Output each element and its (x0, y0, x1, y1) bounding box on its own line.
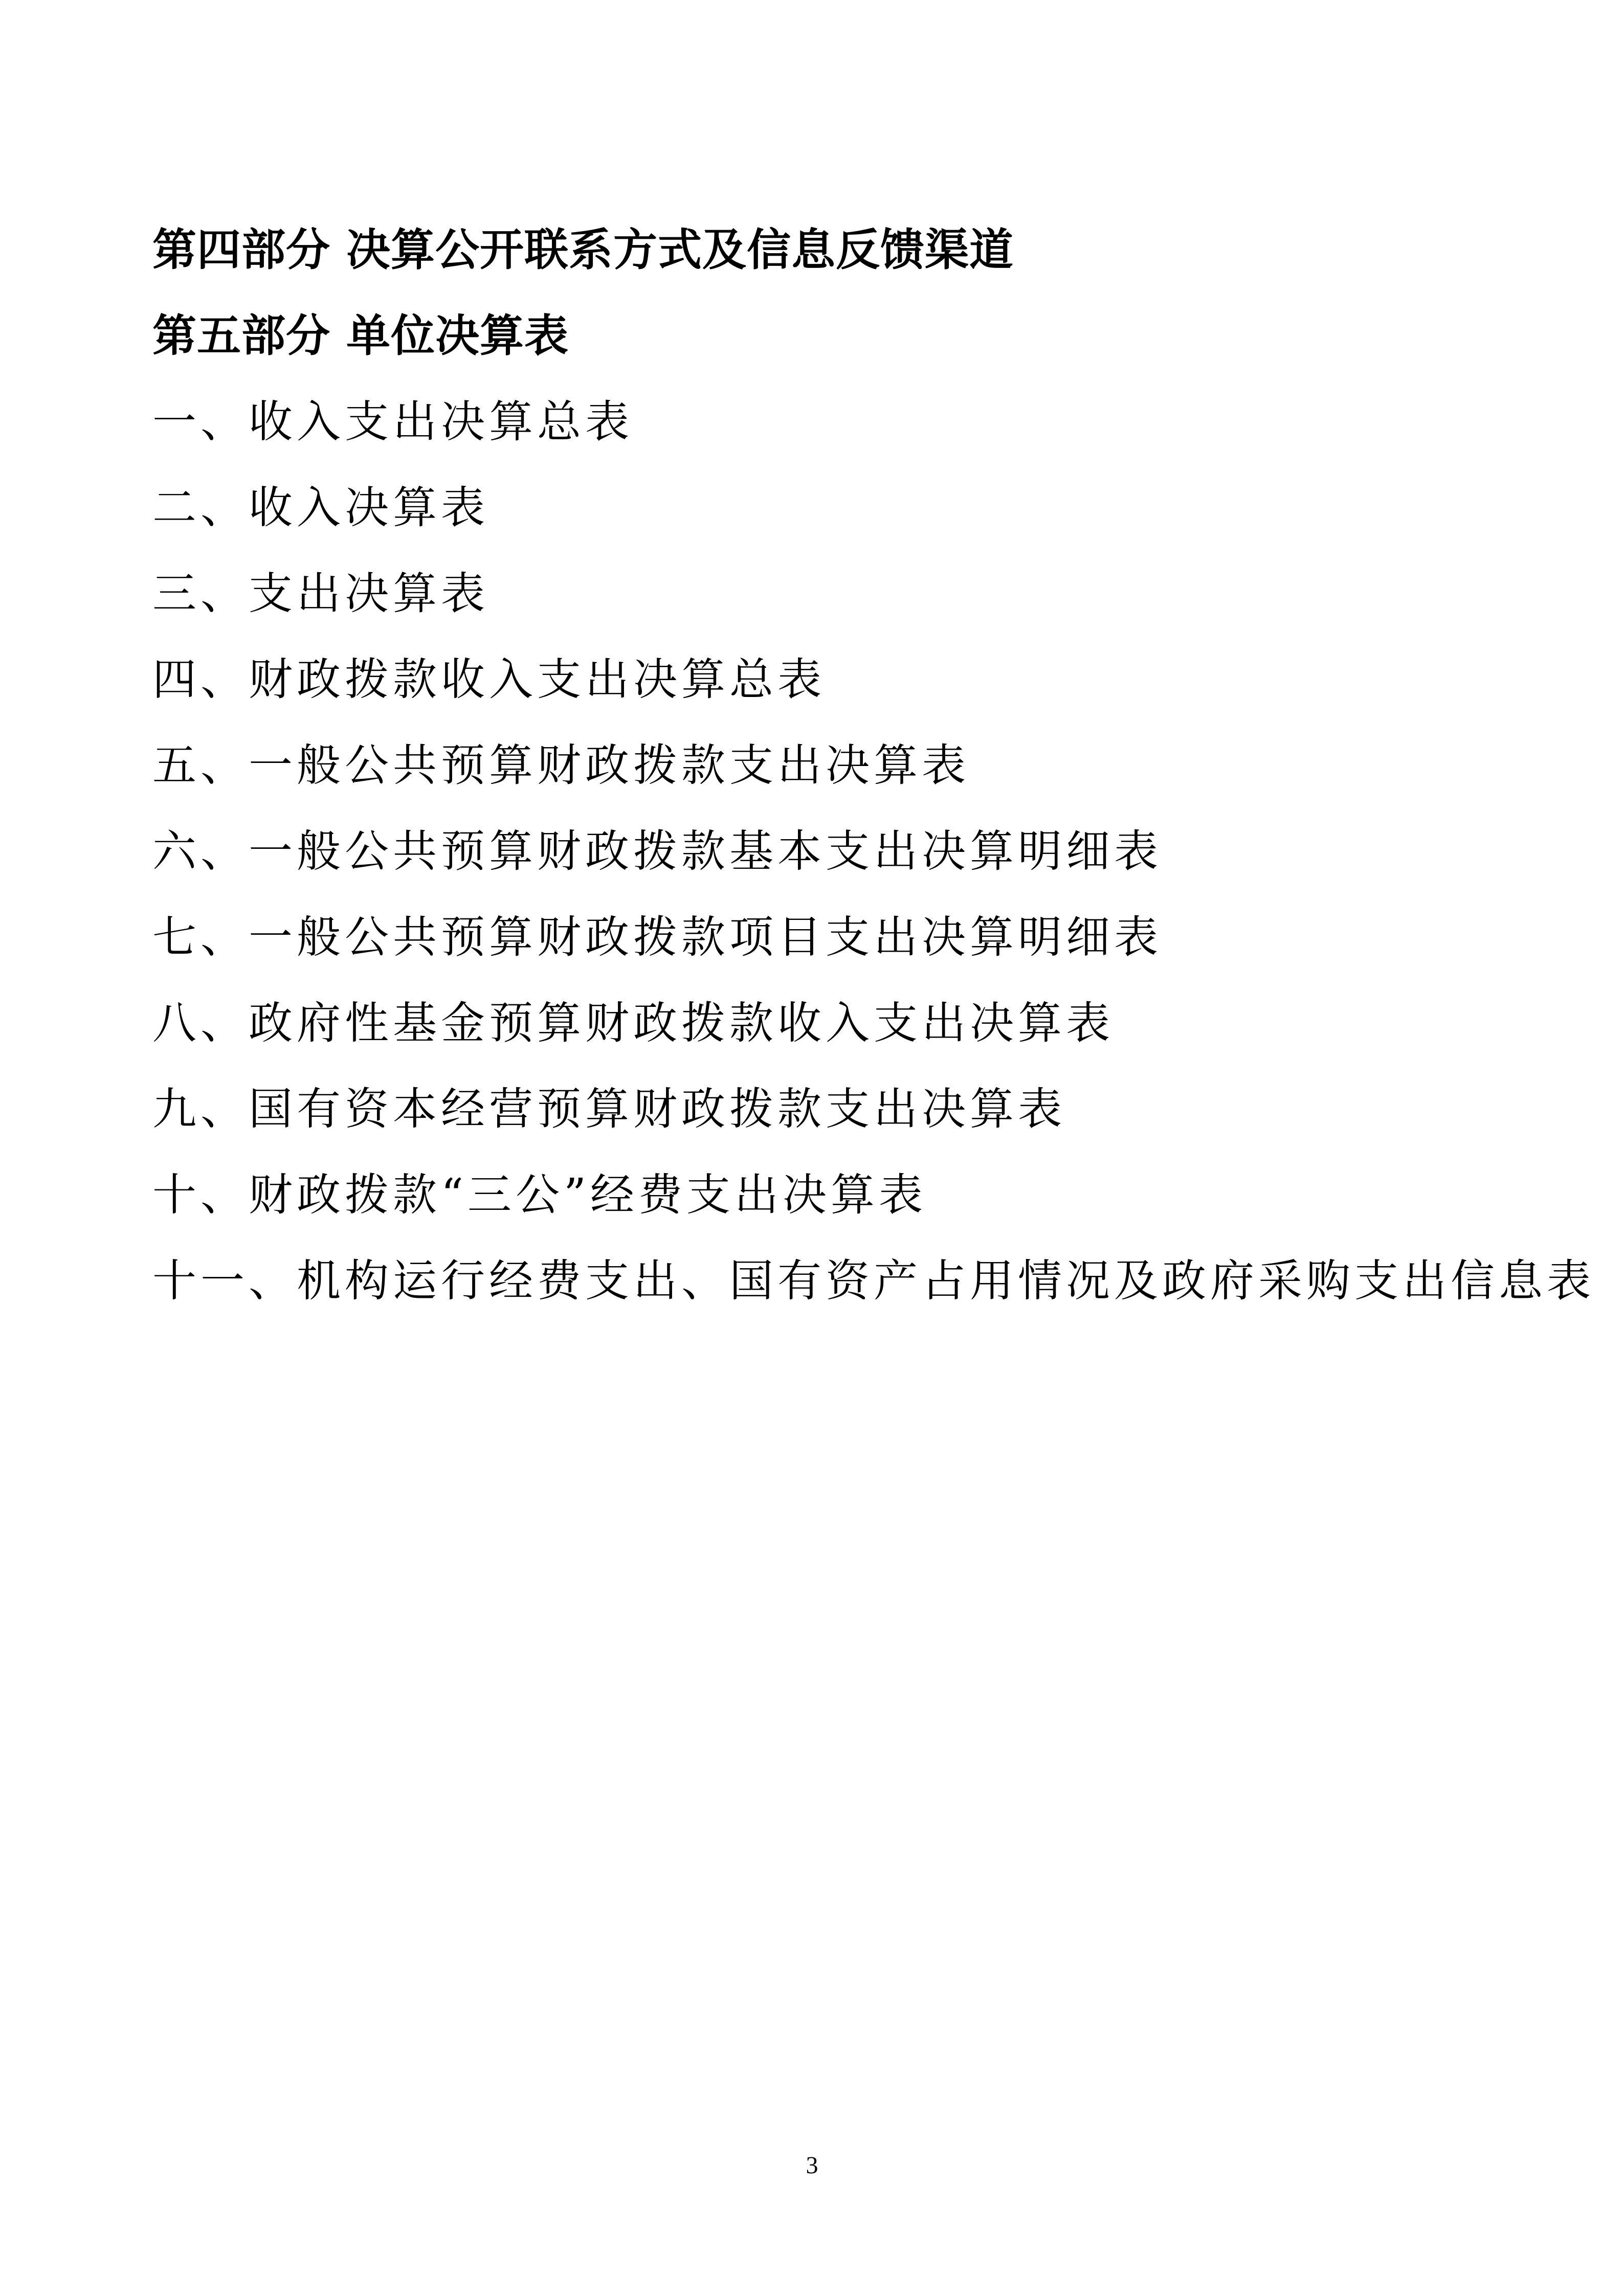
toc-item: 十一、机构运行经费支出、国有资产占用情况及政府采购支出信息表 (152, 1255, 1595, 1307)
toc-item: 三、支出决算表 (152, 568, 489, 619)
toc-item: 一、收入支出决算总表 (152, 396, 633, 447)
toc-item: 七、一般公共预算财政拨款项目支出决算明细表 (152, 912, 1162, 963)
toc-item: 十、财政拨款“三公”经费支出决算表 (152, 1169, 927, 1221)
toc-item: 八、政府性基金预算财政拨款收入支出决算表 (152, 998, 1114, 1049)
toc-heading-part-five: 第五部分 单位决算表 (152, 310, 569, 362)
toc-item: 九、国有资本经营预算财政拨款支出决算表 (152, 1084, 1066, 1135)
toc-item: 六、一般公共预算财政拨款基本支出决算明细表 (152, 826, 1162, 877)
toc-heading-part-four: 第四部分 决算公开联系方式及信息反馈渠道 (152, 224, 1014, 276)
toc-item: 四、财政拨款收入支出决算总表 (152, 654, 826, 705)
toc-item: 五、一般公共预算财政拨款支出决算表 (152, 740, 970, 791)
page-number: 3 (806, 2152, 818, 2179)
toc-item: 二、收入决算表 (152, 482, 489, 533)
table-of-contents (152, 207, 1595, 1324)
